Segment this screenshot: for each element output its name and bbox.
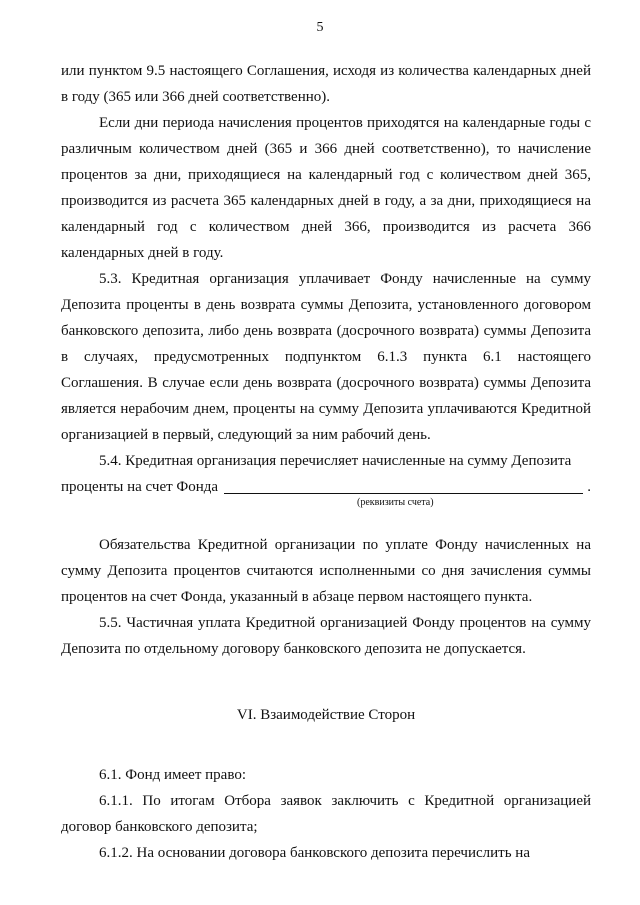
- account-label: проценты на счет Фонда: [61, 479, 219, 495]
- paragraph-5-4-line1: 5.4. Кредитная организация перечисляет начисленные на сумму Депозита: [99, 453, 572, 469]
- account-blank-line: [224, 475, 583, 494]
- account-caption: (реквизиты счета): [357, 497, 434, 508]
- item-6-1: 6.1. Фонд имеет право:: [99, 767, 246, 783]
- paragraph-5-5: 5.5. Частичная уплата Кредитной организацией Фонду процентов на сумму Депозита по отдельному договору банковского депозита не допускается.: [61, 615, 591, 657]
- page-number: 5: [316, 20, 324, 35]
- account-line-end: .: [587, 479, 591, 495]
- paragraph-5-3: 5.3. Кредитная организация уплачивает Фонду начисленные на сумму Депозита проценты в день возврата суммы Депозита, установленного договором банковского депозита, либо день возврата (досрочного возврата) суммы Депозита в случаях, предусмотренных подпунктом 6.1.3 пункта 6.1 настоящего Соглашения. В случае если день возврата (досрочного возврата) суммы Депозита является нерабочим днем, проценты на сумму Депозита уплачиваются Кредитной организацией в первый, следующий за ним рабочий день.: [61, 271, 591, 443]
- paragraph-leap-year: Если дни периода начисления процентов приходятся на календарные годы с различным количеством дней (365 и 366 дней соответственно), то начисление процентов за дни, приходящиеся на календарный год с количеством дней 365, производится из расчета 365 календарных дней в году, а за дни, приходящиеся на календарный год с количеством дней 366, производится из расчета 366 календарных дней в году.: [61, 115, 591, 261]
- item-6-1-1: 6.1.1. По итогам Отбора заявок заключить с Кредитной организацией договор банковского депозита;: [61, 793, 591, 835]
- document-body: [61, 58, 591, 866]
- paragraph-continuation: или пунктом 9.5 настоящего Соглашения, исходя из количества календарных дней в году (365 или 366 дней соответственно).: [61, 63, 591, 105]
- item-6-1-2: 6.1.2. На основании договора банковского депозита перечислить на: [99, 845, 530, 861]
- paragraph-obligations: Обязательства Кредитной организации по уплате Фонду начисленных на сумму Депозита процентов считаются исполненными со дня зачисления суммы процентов на счет Фонда, указанный в абзаце первом настоящего пункта.: [61, 537, 591, 605]
- section-title: VI. Взаимодействие Сторон: [236, 707, 416, 723]
